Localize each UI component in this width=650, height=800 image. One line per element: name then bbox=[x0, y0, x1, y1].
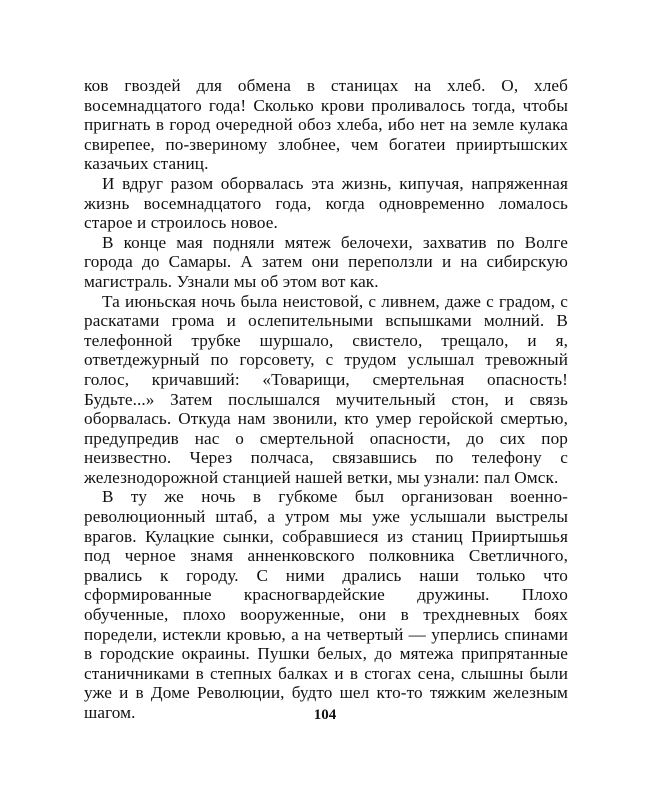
body-text bbox=[84, 76, 568, 723]
paragraph-4: Та июньская ночь была неистовой, с ливнем, даже с градом, с раскатами грома и ослепительными вспышками молний. В телефонной трубке шуршало, свистело, трещало, и я, ответдежурный по горсовету, с трудом услышал тревожный голос, кричавший: «Товарищи, смертельная опасность! Будьте...» Затем послышался мучительный стон, и связь оборвалась. Откуда нам звонили, кто умер геройской смертью, предупредив нас о смертельной опасности, до сих пор неизвестно. Через полчаса, связавшись по телефону с железнодорожной станцией нашей ветки, мы узнали: пал Омск. bbox=[84, 291, 568, 487]
page-number: 104 bbox=[313, 707, 337, 723]
paragraph-2: И вдруг разом оборвалась эта жизнь, кипучая, напряженная жизнь восемнадцатого года, когда одновременно ломалось старое и строилось новое. bbox=[84, 173, 568, 233]
paragraph-5: В ту же ночь в губкоме был организован военно-революционный штаб, а утром мы уже услышали выстрелы врагов. Кулацкие сынки, собравшиеся из станиц Прииртышья под черное знамя анненковского полковника Светличного, рвались к городу. С ними дрались наши только что сформированные красногвардейские дружины. Плохо обученные, плохо вооруженные, они в трехдневных боях поредели, истекли кровью, а на четвертый — уперлись спинами в городские окраины. Пушки белых, до мятежа припрятанные станичниками в степных балках и в стогах сена, слышны были уже и в Доме Революции, будто шел кто-то тяжким железным шагом. bbox=[84, 487, 568, 722]
paragraph-1: ков гвоздей для обмена в станицах на хлеб. О, хлеб восемнадцатого года! Сколько крови проливалось тогда, чтобы пригнать в город очередной обоз хлеба, ибо нет на земле кулака свирепее, по-звериному злобнее, чем богатеи прииртышских казачьих станиц. bbox=[84, 76, 568, 174]
paragraph-3: В конце мая подняли мятеж белочехи, захватив по Волге города до Самары. А затем они переползли и на сибирскую магистраль. Узнали мы об этом вот как. bbox=[84, 232, 568, 291]
